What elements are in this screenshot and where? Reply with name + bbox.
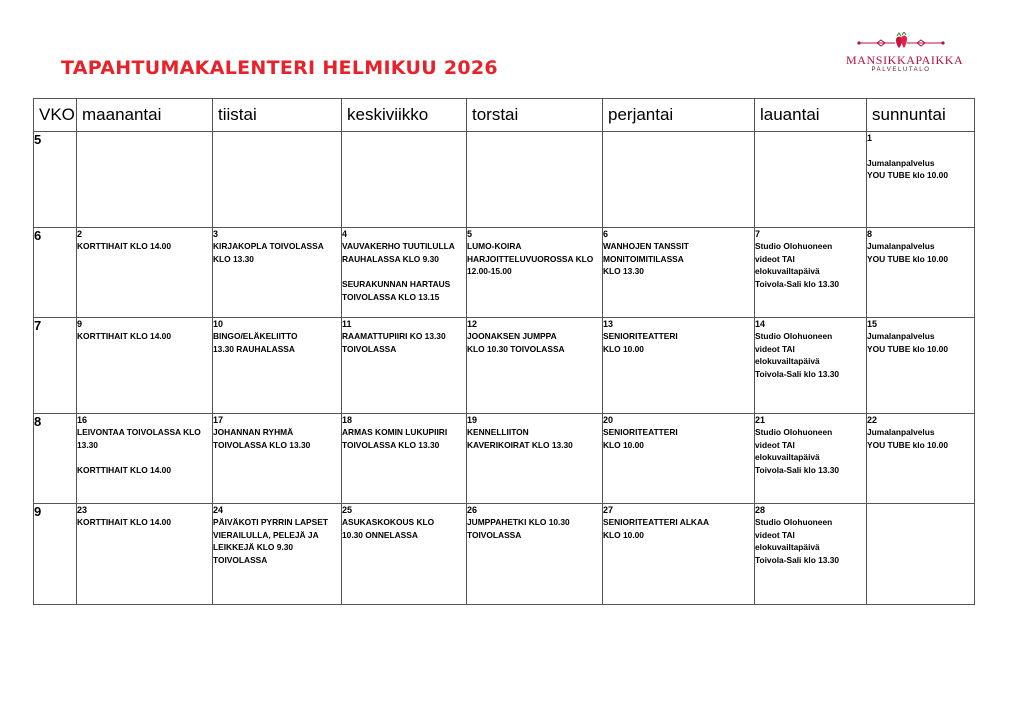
day-number: 27 xyxy=(603,505,614,515)
day-cell-sunday xyxy=(867,504,975,605)
day-number: 12 xyxy=(467,319,478,329)
day-cell-friday xyxy=(603,132,755,228)
event-text: Studio Olohuoneen videot TAI elokuvailtapäivä Toivola-Sali klo 13.30 xyxy=(755,427,840,476)
event-text: VAUVAKERHO TUUTILULLA RAUHALASSA KLO 9.30 xyxy=(342,241,455,264)
event-text: Studio Olohuoneen videot TAI elokuvailtapäivä Toivola-Sali klo 13.30 xyxy=(755,241,840,290)
day-number: 21 xyxy=(755,415,766,425)
event-text: JOHANNAN RYHMÄ TOIVOLASSA KLO 13.30 xyxy=(213,427,311,450)
day-cell-friday xyxy=(603,228,755,318)
event-text: KORTTIHAIT KLO 14.00 xyxy=(77,517,171,527)
day-number: 9 xyxy=(77,319,83,329)
day-number: 3 xyxy=(213,229,219,239)
event-text: Jumalanpalvelus YOU TUBE klo 10.00 xyxy=(867,241,948,264)
day-number: 4 xyxy=(342,229,348,239)
event-text: Studio Olohuoneen videot TAI elokuvailtapäivä Toivola-Sali klo 13.30 xyxy=(755,517,840,566)
week-number: 5 xyxy=(34,132,77,228)
week-row xyxy=(34,504,975,605)
day-number xyxy=(342,132,466,144)
event-text: LUMO-KOIRA HARJOITTELUVUOROSSA KLO 12.00-15.00 xyxy=(467,241,594,277)
header-sunday: sunnuntai xyxy=(867,99,975,132)
day-cell-wednesday xyxy=(342,132,467,228)
header-monday: maanantai xyxy=(77,99,213,132)
day-cell-saturday xyxy=(755,414,867,504)
day-number: 2 xyxy=(77,229,83,239)
day-cell-thursday xyxy=(467,504,603,605)
day-number xyxy=(77,132,212,144)
header-week: VKO xyxy=(34,99,77,132)
day-number: 25 xyxy=(342,505,353,515)
header-saturday: lauantai xyxy=(755,99,867,132)
week-number: 7 xyxy=(34,318,77,414)
day-cell-wednesday xyxy=(342,318,467,414)
day-number: 11 xyxy=(342,319,352,329)
day-cell-monday xyxy=(77,318,213,414)
day-cell-thursday xyxy=(467,132,603,228)
day-cell-saturday xyxy=(755,318,867,414)
header-tuesday: tiistai xyxy=(213,99,342,132)
event-text: JUMPPAHETKI KLO 10.30 TOIVOLASSA xyxy=(467,517,570,540)
event-text: SEURAKUNNAN HARTAUS TOIVOLASSA KLO 13.15 xyxy=(342,278,451,302)
logo xyxy=(846,32,964,74)
event-text: JOONAKSEN JUMPPA KLO 10.30 TOIVOLASSA xyxy=(467,331,565,354)
event-text: WANHOJEN TANSSIT MONITOIMITILASSA KLO 13.30 xyxy=(603,241,689,277)
event-text: LEIVONTAA TOIVOLASSA KLO 13.30 xyxy=(77,427,201,450)
day-cell-friday xyxy=(603,504,755,605)
day-number: 8 xyxy=(867,229,873,239)
day-cell-sunday xyxy=(867,228,975,318)
day-number: 5 xyxy=(467,229,473,239)
week-row xyxy=(34,228,975,318)
day-cell-tuesday xyxy=(213,414,342,504)
page-title: TAPAHTUMAKALENTERI HELMIKUU 2026 xyxy=(61,57,498,79)
calendar-table xyxy=(33,98,975,605)
day-cell-monday xyxy=(77,132,213,228)
header-thursday: torstai xyxy=(467,99,603,132)
day-cell-friday xyxy=(603,414,755,504)
day-cell-thursday xyxy=(467,228,603,318)
day-number: 14 xyxy=(755,319,766,329)
day-cell-friday xyxy=(603,318,755,414)
day-number xyxy=(603,132,754,144)
header-friday: perjantai xyxy=(603,99,755,132)
day-number xyxy=(755,132,866,144)
day-cell-tuesday xyxy=(213,228,342,318)
day-number: 7 xyxy=(755,229,761,239)
day-cell-sunday xyxy=(867,318,975,414)
logo-subtitle: PALVELUTALO xyxy=(871,67,931,73)
day-cell-tuesday xyxy=(213,318,342,414)
event-text: PÄIVÄKOTI PYRRIN LAPSET VIERAILULLA, PELEJÄ JA LEIKKEJÄ KLO 9.30 TOIVOLASSA xyxy=(213,517,328,566)
event-text: SENIORITEATTERI ALKAA KLO 10.00 xyxy=(603,517,710,540)
event-text: KENNELLIITON KAVERIKOIRAT KLO 13.30 xyxy=(467,427,573,450)
day-number: 15 xyxy=(867,319,878,329)
day-cell-tuesday xyxy=(213,504,342,605)
day-number: 28 xyxy=(755,505,766,515)
week-number: 9 xyxy=(34,504,77,605)
day-cell-saturday xyxy=(755,504,867,605)
day-number xyxy=(213,132,341,144)
day-number: 18 xyxy=(342,415,353,425)
day-cell-wednesday xyxy=(342,414,467,504)
day-cell-thursday xyxy=(467,414,603,504)
day-number: 20 xyxy=(603,415,614,425)
event-text: RAAMATTUPIIRI KO 13.30 TOIVOLASSA xyxy=(342,331,446,354)
day-number xyxy=(867,504,974,516)
day-number: 22 xyxy=(867,415,878,425)
day-number: 24 xyxy=(213,505,224,515)
event-text: Studio Olohuoneen videot TAI elokuvailtapäivä Toivola-Sali klo 13.30 xyxy=(755,331,840,380)
day-cell-sunday xyxy=(867,132,975,228)
day-number: 19 xyxy=(467,415,478,425)
header-wednesday: keskiviikko xyxy=(342,99,467,132)
event-text: Jumalanpalvelus YOU TUBE klo 10.00 xyxy=(867,331,948,354)
event-text: SENIORITEATTERI KLO 10.00 xyxy=(603,331,678,354)
day-cell-thursday xyxy=(467,318,603,414)
day-cell-tuesday xyxy=(213,132,342,228)
day-cell-sunday xyxy=(867,414,975,504)
event-text: KIRJAKOPLA TOIVOLASSA KLO 13.30 xyxy=(213,241,324,264)
day-cell-monday xyxy=(77,414,213,504)
day-cell-wednesday xyxy=(342,228,467,318)
day-number: 6 xyxy=(603,229,609,239)
day-cell-saturday xyxy=(755,228,867,318)
day-number: 1 xyxy=(867,133,873,143)
week-number: 8 xyxy=(34,414,77,504)
logo-name: MANSIKKAPAIKKA xyxy=(846,53,964,67)
day-cell-saturday xyxy=(755,132,867,228)
day-cell-monday xyxy=(77,504,213,605)
event-text: KORTTIHAIT KLO 14.00 xyxy=(77,241,171,251)
event-text: KORTTIHAIT KLO 14.00 xyxy=(77,464,171,475)
week-number: 6 xyxy=(34,228,77,318)
day-cell-wednesday xyxy=(342,504,467,605)
day-number: 23 xyxy=(77,505,88,515)
day-number: 16 xyxy=(77,415,88,425)
event-text: BINGO/ELÄKELIITTO 13.30 RAUHALASSA xyxy=(213,331,298,354)
event-text: ASUKASKOKOUS KLO 10.30 ONNELASSA xyxy=(342,517,435,540)
day-number: 17 xyxy=(213,415,224,425)
day-number xyxy=(467,132,602,144)
week-row xyxy=(34,132,975,228)
event-text: Jumalanpalvelus YOU TUBE klo 10.00 xyxy=(867,157,948,181)
event-text: KORTTIHAIT KLO 14.00 xyxy=(77,331,171,341)
day-number: 13 xyxy=(603,319,614,329)
event-text: ARMAS KOMIN LUKUPIIRI TOIVOLASSA KLO 13.30 xyxy=(342,427,448,450)
strawberry-logo-icon xyxy=(855,32,947,52)
day-number: 10 xyxy=(213,319,224,329)
event-text: Jumalanpalvelus YOU TUBE klo 10.00 xyxy=(867,427,948,450)
week-row xyxy=(34,414,975,504)
day-cell-monday xyxy=(77,228,213,318)
week-row xyxy=(34,318,975,414)
event-text: SENIORITEATTERI KLO 10.00 xyxy=(603,427,678,450)
day-number: 26 xyxy=(467,505,478,515)
header-row xyxy=(34,99,975,132)
